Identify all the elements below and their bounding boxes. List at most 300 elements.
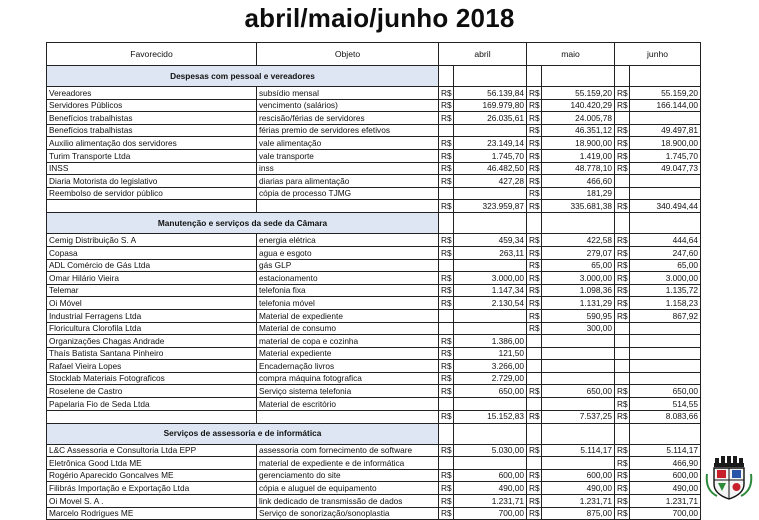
junho-currency: R$ (615, 87, 630, 100)
section-blank-cell (454, 423, 527, 444)
table-row (47, 297, 701, 310)
maio-currency: R$ (527, 495, 542, 508)
objeto-cell: telefonia móvel (257, 297, 439, 310)
abril-value: 56.139,84 (454, 87, 527, 100)
junho-currency: R$ (615, 507, 630, 520)
abril-value: 700,00 (454, 507, 527, 520)
maio-value: 590,95 (542, 309, 615, 322)
maio-currency: R$ (527, 162, 542, 175)
maio-value: 300,00 (542, 322, 615, 335)
objeto-cell: Material de expediente (257, 309, 439, 322)
section-header-row (47, 213, 701, 234)
table-row (47, 272, 701, 285)
table-row (47, 385, 701, 398)
favorecido-cell: Turim Transporte Ltda (47, 149, 257, 162)
section-title: Manutenção e serviços da sede da Câmara (47, 213, 439, 234)
objeto-cell: vencimento (salários) (257, 99, 439, 112)
objeto-cell: subsídio mensal (257, 87, 439, 100)
table-row (47, 457, 701, 470)
abril-currency: R$ (439, 372, 454, 385)
maio-value: 650,00 (542, 385, 615, 398)
junho-value: 166.144,00 (630, 99, 701, 112)
table-row (47, 246, 701, 259)
section-blank-cell (454, 213, 527, 234)
junho-value (630, 322, 701, 335)
total-junho-value: 340.494,44 (630, 200, 701, 213)
junho-currency: R$ (615, 162, 630, 175)
objeto-cell: Serviço de sonorização/sonoplastia (257, 507, 439, 520)
maio-value: 279,07 (542, 246, 615, 259)
maio-currency (527, 335, 542, 348)
maio-currency: R$ (527, 124, 542, 137)
section-blank-cell (527, 423, 542, 444)
favorecido-cell: Floricultura Clorofila Ltda (47, 322, 257, 335)
junho-currency: R$ (615, 284, 630, 297)
favorecido-cell: L&C Assessoria e Consultoria Ltda EPP (47, 444, 257, 457)
section-blank-cell (439, 66, 454, 87)
junho-value: 49.497,81 (630, 124, 701, 137)
maio-value (542, 457, 615, 470)
maio-value: 5.114,17 (542, 444, 615, 457)
section-blank-cell (439, 423, 454, 444)
abril-currency: R$ (439, 360, 454, 373)
abril-currency: R$ (439, 99, 454, 112)
abril-currency: R$ (439, 137, 454, 150)
junho-currency (615, 112, 630, 125)
abril-currency: R$ (439, 87, 454, 100)
abril-currency: R$ (439, 246, 454, 259)
total-maio-value: 335.681,38 (542, 200, 615, 213)
junho-currency (615, 322, 630, 335)
maio-value: 600,00 (542, 469, 615, 482)
junho-currency (615, 335, 630, 348)
favorecido-cell: ADL Comércio de Gás Ltda (47, 259, 257, 272)
abril-value: 600,00 (454, 469, 527, 482)
abril-value: 427,28 (454, 175, 527, 188)
abril-value: 490,00 (454, 482, 527, 495)
table-row (47, 322, 701, 335)
junho-value: 490,00 (630, 482, 701, 495)
maio-currency: R$ (527, 507, 542, 520)
total-maio-value: 7.537,25 (542, 410, 615, 423)
abril-value (454, 259, 527, 272)
abril-value: 169.979,80 (454, 99, 527, 112)
objeto-cell: cópia de processo TJMG (257, 187, 439, 200)
favorecido-cell: Diaria Motorista do legislativo (47, 175, 257, 188)
abril-currency (439, 322, 454, 335)
abril-currency: R$ (439, 149, 454, 162)
maio-currency: R$ (527, 246, 542, 259)
objeto-cell: agua e esgoto (257, 246, 439, 259)
favorecido-cell: Cemig Distribuição S. A (47, 234, 257, 247)
abril-currency: R$ (439, 297, 454, 310)
table-body (47, 66, 701, 520)
maio-currency: R$ (527, 284, 542, 297)
maio-value (542, 335, 615, 348)
favorecido-cell: Roselene de Castro (47, 385, 257, 398)
maio-value: 55.159,20 (542, 87, 615, 100)
junho-value: 5.114,17 (630, 444, 701, 457)
total-maio-currency: R$ (527, 410, 542, 423)
table-row (47, 187, 701, 200)
objeto-cell: inss (257, 162, 439, 175)
junho-currency: R$ (615, 272, 630, 285)
table-row (47, 112, 701, 125)
maio-value: 46.351,12 (542, 124, 615, 137)
junho-currency: R$ (615, 259, 630, 272)
junho-currency: R$ (615, 297, 630, 310)
abril-value: 46.482,50 (454, 162, 527, 175)
junho-value (630, 335, 701, 348)
abril-currency (439, 124, 454, 137)
abril-value (454, 309, 527, 322)
section-header-row (47, 66, 701, 87)
section-blank-cell (454, 66, 527, 87)
favorecido-cell: Copasa (47, 246, 257, 259)
abril-value (454, 457, 527, 470)
maio-currency: R$ (527, 385, 542, 398)
favorecido-cell: Rafael Vieira Lopes (47, 360, 257, 373)
table-row (47, 372, 701, 385)
abril-value: 23.149,14 (454, 137, 527, 150)
junho-value: 55.159,20 (630, 87, 701, 100)
objeto-cell: material de expediente e de informática (257, 457, 439, 470)
maio-value: 3.000,00 (542, 272, 615, 285)
total-junho-currency: R$ (615, 410, 630, 423)
table-row (47, 495, 701, 508)
junho-currency: R$ (615, 482, 630, 495)
junho-value: 867,92 (630, 309, 701, 322)
junho-currency: R$ (615, 99, 630, 112)
maio-currency: R$ (527, 444, 542, 457)
section-blank-cell (630, 66, 701, 87)
objeto-cell: Encadernação livros (257, 360, 439, 373)
maio-currency: R$ (527, 322, 542, 335)
objeto-cell: Material de escritório (257, 398, 439, 411)
abril-value (454, 124, 527, 137)
abril-currency (439, 259, 454, 272)
section-blank-cell (439, 213, 454, 234)
maio-currency: R$ (527, 175, 542, 188)
favorecido-cell: Benefícios trabalhistas (47, 124, 257, 137)
table-row (47, 347, 701, 360)
junho-currency (615, 187, 630, 200)
table-row (47, 360, 701, 373)
junho-value (630, 360, 701, 373)
table-row (47, 162, 701, 175)
abril-currency (439, 187, 454, 200)
objeto-cell: assessoria com fornecimento de software (257, 444, 439, 457)
junho-value: 1.231,71 (630, 495, 701, 508)
header-row (47, 43, 701, 66)
junho-value: 49.047,73 (630, 162, 701, 175)
maio-value: 1.131,29 (542, 297, 615, 310)
favorecido-cell: Telemar (47, 284, 257, 297)
expense-table (46, 42, 701, 520)
section-blank-cell (615, 423, 630, 444)
maio-currency (527, 360, 542, 373)
header-favorecido: Favorecido (47, 43, 257, 66)
table-row (47, 99, 701, 112)
page-title: abril/maio/junho 2018 (244, 3, 515, 33)
junho-currency: R$ (615, 385, 630, 398)
abril-currency (439, 398, 454, 411)
section-total-row (47, 200, 701, 213)
junho-value (630, 372, 701, 385)
total-junho-currency: R$ (615, 200, 630, 213)
abril-value (454, 187, 527, 200)
abril-currency: R$ (439, 284, 454, 297)
abril-currency: R$ (439, 482, 454, 495)
favorecido-cell: Auxilio alimentação dos servidores (47, 137, 257, 150)
total-abril-currency: R$ (439, 410, 454, 423)
maio-currency: R$ (527, 482, 542, 495)
maio-value: 875,00 (542, 507, 615, 520)
header-junho: junho (615, 43, 701, 66)
junho-currency: R$ (615, 495, 630, 508)
junho-currency (615, 372, 630, 385)
junho-currency (615, 360, 630, 373)
junho-currency: R$ (615, 398, 630, 411)
objeto-cell: Material de consumo (257, 322, 439, 335)
objeto-cell: vale alimentação (257, 137, 439, 150)
favorecido-cell: INSS (47, 162, 257, 175)
maio-value: 48.778,10 (542, 162, 615, 175)
junho-value: 18.900,00 (630, 137, 701, 150)
section-total-row (47, 410, 701, 423)
objeto-cell: telefonia fixa (257, 284, 439, 297)
maio-value: 1.419,00 (542, 149, 615, 162)
section-blank-cell (542, 213, 615, 234)
abril-value: 1.386,00 (454, 335, 527, 348)
favorecido-cell: Oi Móvel (47, 297, 257, 310)
objeto-cell: vale transporte (257, 149, 439, 162)
objeto-cell: Serviço sistema telefonia (257, 385, 439, 398)
objeto-cell: gás GLP (257, 259, 439, 272)
junho-value: 650,00 (630, 385, 701, 398)
table-row (47, 284, 701, 297)
maio-value: 1.098,36 (542, 284, 615, 297)
abril-value: 3.000,00 (454, 272, 527, 285)
total-label-cell (47, 200, 257, 213)
section-blank-cell (630, 423, 701, 444)
abril-value: 3.266,00 (454, 360, 527, 373)
junho-currency: R$ (615, 457, 630, 470)
abril-value: 2.729,00 (454, 372, 527, 385)
table-row (47, 259, 701, 272)
table-row (47, 309, 701, 322)
objeto-cell: material de copa e cozinha (257, 335, 439, 348)
total-label-cell (257, 200, 439, 213)
table-row (47, 234, 701, 247)
total-abril-value: 323.959,87 (454, 200, 527, 213)
favorecido-cell: Eletrônica Good Ltda ME (47, 457, 257, 470)
objeto-cell: rescisão/férias de servidores (257, 112, 439, 125)
header-abril: abril (439, 43, 527, 66)
total-label-cell (47, 410, 257, 423)
abril-value: 5.030,00 (454, 444, 527, 457)
junho-value: 514,55 (630, 398, 701, 411)
section-header-row (47, 423, 701, 444)
junho-value: 1.158,23 (630, 297, 701, 310)
junho-currency (615, 175, 630, 188)
junho-value: 600,00 (630, 469, 701, 482)
section-blank-cell (630, 213, 701, 234)
objeto-cell: compra máquina fotografica (257, 372, 439, 385)
table-row (47, 124, 701, 137)
table-row (47, 507, 701, 520)
table-row (47, 335, 701, 348)
junho-currency: R$ (615, 444, 630, 457)
table-row (47, 444, 701, 457)
section-blank-cell (615, 66, 630, 87)
junho-value: 247,60 (630, 246, 701, 259)
abril-currency: R$ (439, 175, 454, 188)
objeto-cell: energia elétrica (257, 234, 439, 247)
table-row (47, 175, 701, 188)
objeto-cell: Material expediente (257, 347, 439, 360)
junho-currency: R$ (615, 309, 630, 322)
junho-currency: R$ (615, 124, 630, 137)
favorecido-cell: Rogério Aparecido Goncalves ME (47, 469, 257, 482)
junho-value: 65,00 (630, 259, 701, 272)
municipal-crest-logo (705, 456, 753, 500)
abril-value: 263,11 (454, 246, 527, 259)
junho-currency: R$ (615, 234, 630, 247)
section-blank-cell (615, 213, 630, 234)
favorecido-cell: Industrial Ferragens Ltda (47, 309, 257, 322)
maio-value: 18.900,00 (542, 137, 615, 150)
junho-currency: R$ (615, 137, 630, 150)
maio-currency: R$ (527, 309, 542, 322)
abril-value (454, 322, 527, 335)
objeto-cell: cópia e aluguel de equipamento (257, 482, 439, 495)
table-row (47, 398, 701, 411)
section-title: Despesas com pessoal e vereadores (47, 66, 439, 87)
maio-currency: R$ (527, 187, 542, 200)
abril-value: 459,34 (454, 234, 527, 247)
maio-value: 422,58 (542, 234, 615, 247)
total-abril-currency: R$ (439, 200, 454, 213)
abril-value: 1.147,34 (454, 284, 527, 297)
maio-value: 65,00 (542, 259, 615, 272)
maio-currency: R$ (527, 99, 542, 112)
maio-value (542, 372, 615, 385)
table-row (47, 149, 701, 162)
maio-currency (527, 347, 542, 360)
favorecido-cell: Reembolso de servidor público (47, 187, 257, 200)
junho-currency: R$ (615, 246, 630, 259)
table-row (47, 87, 701, 100)
section-blank-cell (542, 423, 615, 444)
junho-currency: R$ (615, 469, 630, 482)
abril-currency: R$ (439, 385, 454, 398)
junho-value: 444,64 (630, 234, 701, 247)
maio-currency: R$ (527, 469, 542, 482)
maio-value: 24.005,78 (542, 112, 615, 125)
objeto-cell: férias premio de servidores efetivos (257, 124, 439, 137)
favorecido-cell: Oi Movel S. A . (47, 495, 257, 508)
junho-value: 3.000,00 (630, 272, 701, 285)
abril-currency: R$ (439, 335, 454, 348)
favorecido-cell: Filibrás Importação e Exportação Ltda (47, 482, 257, 495)
favorecido-cell: Benefícios trabalhistas (47, 112, 257, 125)
favorecido-cell: Marcelo Rodrigues ME (47, 507, 257, 520)
table-row (47, 137, 701, 150)
junho-value (630, 347, 701, 360)
maio-currency: R$ (527, 272, 542, 285)
junho-value (630, 175, 701, 188)
maio-value: 1.231,71 (542, 495, 615, 508)
total-label-cell (257, 410, 439, 423)
abril-currency: R$ (439, 347, 454, 360)
table-row (47, 469, 701, 482)
abril-currency: R$ (439, 444, 454, 457)
header-objeto: Objeto (257, 43, 439, 66)
table-row (47, 482, 701, 495)
maio-currency: R$ (527, 137, 542, 150)
junho-currency: R$ (615, 149, 630, 162)
abril-value: 121,50 (454, 347, 527, 360)
favorecido-cell: Stocklab Materiais Fotograficos (47, 372, 257, 385)
favorecido-cell: Organizações Chagas Andrade (47, 335, 257, 348)
maio-currency: R$ (527, 259, 542, 272)
abril-value (454, 398, 527, 411)
favorecido-cell: Servidores Públicos (47, 99, 257, 112)
total-maio-currency: R$ (527, 200, 542, 213)
maio-currency (527, 398, 542, 411)
abril-currency: R$ (439, 234, 454, 247)
favorecido-cell: Papelaria Fio de Seda Ltda (47, 398, 257, 411)
objeto-cell: estacionamento (257, 272, 439, 285)
abril-value: 1.745,70 (454, 149, 527, 162)
maio-value (542, 398, 615, 411)
maio-currency: R$ (527, 112, 542, 125)
maio-value (542, 360, 615, 373)
maio-currency (527, 372, 542, 385)
abril-currency (439, 309, 454, 322)
maio-value: 140.420,29 (542, 99, 615, 112)
section-blank-cell (527, 66, 542, 87)
junho-value: 466,90 (630, 457, 701, 470)
abril-currency: R$ (439, 272, 454, 285)
junho-value (630, 187, 701, 200)
maio-currency: R$ (527, 234, 542, 247)
maio-currency: R$ (527, 297, 542, 310)
abril-value: 26.035,61 (454, 112, 527, 125)
abril-currency: R$ (439, 112, 454, 125)
junho-value: 700,00 (630, 507, 701, 520)
section-blank-cell (527, 213, 542, 234)
abril-currency: R$ (439, 507, 454, 520)
maio-currency (527, 457, 542, 470)
objeto-cell: link dedicado de transmissão de dados (257, 495, 439, 508)
abril-currency (439, 457, 454, 470)
junho-value: 1.135,72 (630, 284, 701, 297)
total-junho-value: 8.083,66 (630, 410, 701, 423)
abril-currency: R$ (439, 162, 454, 175)
abril-currency: R$ (439, 495, 454, 508)
section-blank-cell (542, 66, 615, 87)
favorecido-cell: Omar Hilário Vieira (47, 272, 257, 285)
total-abril-value: 15.152,83 (454, 410, 527, 423)
objeto-cell: gerenciamento do site (257, 469, 439, 482)
abril-value: 2.130,54 (454, 297, 527, 310)
junho-value (630, 112, 701, 125)
maio-currency: R$ (527, 87, 542, 100)
abril-currency: R$ (439, 469, 454, 482)
abril-value: 650,00 (454, 385, 527, 398)
